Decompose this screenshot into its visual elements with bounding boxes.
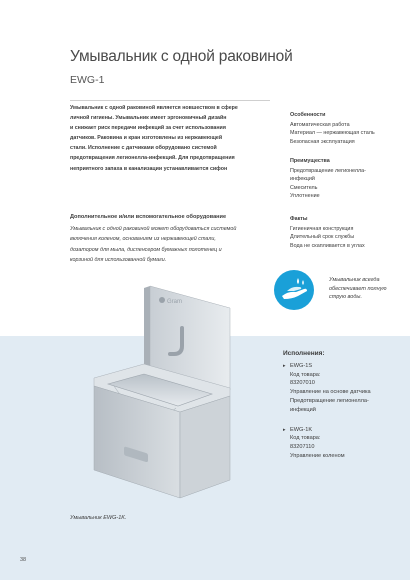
wash-basin-illustration bbox=[84, 284, 284, 514]
intro-line: неприятного запаха в канализации устанавливается сифон bbox=[70, 165, 228, 172]
intro-line: Умывальник с одной раковиной является новшеством в сфере bbox=[70, 105, 238, 111]
version-line: Код товара: bbox=[290, 435, 321, 442]
version-name: EWG-1K bbox=[290, 426, 313, 433]
title-divider bbox=[70, 100, 270, 101]
versions-heading: Исполнения: bbox=[283, 350, 325, 357]
version-line: 83207110 bbox=[290, 444, 315, 451]
advantage-item: Предотвращение легионелла- bbox=[290, 167, 366, 174]
advantages-block bbox=[290, 157, 400, 201]
version-line: Предотвращение легионелла- bbox=[290, 397, 369, 404]
version-name: EWG-1S bbox=[290, 362, 313, 369]
version-line: Управление на основе датчика bbox=[290, 389, 371, 396]
image-caption: Умывальник EWG-1K. bbox=[70, 515, 127, 521]
model-number: EWG-1 bbox=[70, 74, 105, 86]
fact-item: Гигиеничная конструкция bbox=[290, 225, 354, 232]
extra-line: дозатором для мыла, диспенсером бумажных полотенец и bbox=[70, 246, 222, 253]
intro-line: личной гигиены. Умывальник имеет эргономичный дизайн bbox=[70, 115, 227, 122]
version-item bbox=[283, 362, 403, 415]
fact-item: Длительный срок службы bbox=[290, 234, 355, 241]
intro-line: предотвращения легионелла-инфекций. Для предотвращения bbox=[70, 155, 235, 162]
page-title: Умывальник с одной раковиной bbox=[70, 48, 293, 65]
triangle-right-icon: ▸ bbox=[283, 426, 286, 433]
fact-item: Вода не скапливается в углах bbox=[290, 242, 365, 249]
page-number: 38 bbox=[20, 557, 27, 563]
extra-line: Умывальник с одной раковиной может оборудоваться системой bbox=[70, 226, 237, 232]
extra-line: включения коленом, основаниям из нержавеющей стали, bbox=[70, 236, 216, 243]
version-line: 83207010 bbox=[290, 380, 315, 387]
intro-line: датчиков. Раковина и кран изготовлены из нержавеющей bbox=[70, 135, 223, 142]
brand-logo-text: Gram bbox=[167, 299, 182, 305]
versions-block bbox=[283, 350, 403, 461]
version-item bbox=[283, 426, 403, 461]
feature-item: Безопасная эксплуатация bbox=[290, 138, 355, 145]
page-header bbox=[70, 48, 390, 86]
triangle-right-icon: ▸ bbox=[283, 362, 286, 369]
intro-paragraph bbox=[70, 103, 280, 174]
features-block bbox=[290, 111, 400, 146]
brand-logo-icon bbox=[159, 297, 165, 303]
extra-line: корзиной для использованной бумаги. bbox=[70, 256, 167, 263]
note-line: обеспечивает полную bbox=[329, 285, 387, 292]
facts-heading: Факты bbox=[290, 216, 308, 222]
advantage-item: инфекций bbox=[290, 176, 315, 183]
advantage-item: Смеситель bbox=[290, 184, 318, 191]
feature-item: Материал — нержавеющая сталь bbox=[290, 130, 375, 137]
water-stream-note bbox=[274, 270, 404, 316]
intro-line: стали. Исполнение с датчиками оборудовано системой bbox=[70, 145, 217, 152]
note-text bbox=[329, 276, 404, 302]
facts-block bbox=[290, 215, 400, 250]
features-heading: Особенности bbox=[290, 112, 326, 118]
version-line: инфекций bbox=[290, 406, 316, 413]
version-line: Код товара: bbox=[290, 371, 321, 378]
advantage-item: Уплотнение bbox=[290, 193, 320, 200]
feature-item: Автоматическая работа bbox=[290, 121, 350, 128]
intro-line: и снижает риск передачи инфекций за счет использования bbox=[70, 125, 226, 132]
version-line: Управление коленом bbox=[290, 452, 345, 459]
extra-equipment-text bbox=[70, 224, 280, 265]
extra-equipment-heading: Дополнительное и/или вспомогательное оборудование bbox=[70, 214, 227, 220]
advantages-heading: Преимущества bbox=[290, 158, 330, 164]
note-line: струю воды. bbox=[329, 294, 362, 301]
note-line: Умывальник всегда bbox=[329, 277, 380, 283]
